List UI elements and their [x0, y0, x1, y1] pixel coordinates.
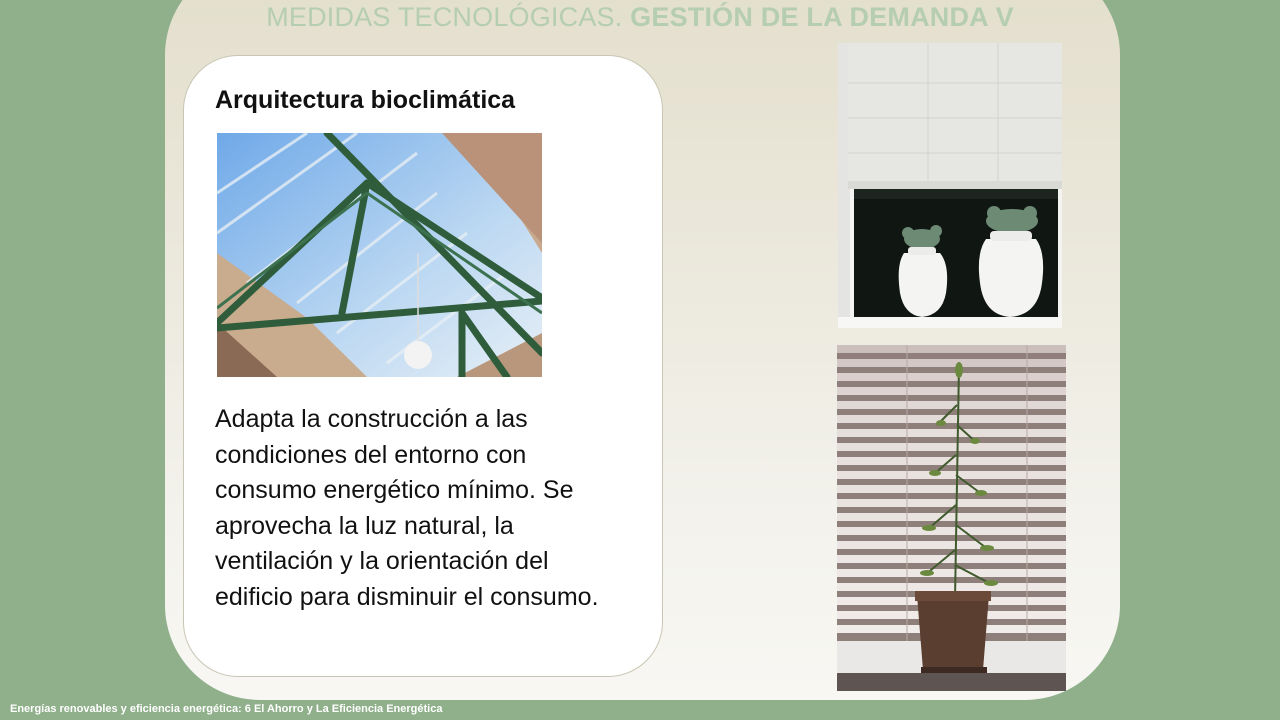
title-bold: GESTIÓN DE LA DEMANDA V — [630, 2, 1014, 32]
card-body-text: Adapta la construcción a las condiciones del entorno con consumo energético mínimo. Se aprovecha la luz natural, la ventilación y la orientación del edificio para disminuir el consumo. — [215, 405, 599, 611]
title-regular: MEDIDAS TECNOLÓGICAS. — [266, 2, 623, 32]
footer-text: Energías renovables y eficiencia energética: 6 El Ahorro y La Eficiencia Energética — [10, 703, 443, 715]
skylight-photo — [217, 133, 542, 377]
window-with-vases-photo — [838, 43, 1062, 328]
blinds-with-plant-photo — [837, 345, 1066, 691]
slide-title — [0, 2, 1280, 42]
card-heading: Arquitectura bioclimática — [215, 86, 516, 114]
